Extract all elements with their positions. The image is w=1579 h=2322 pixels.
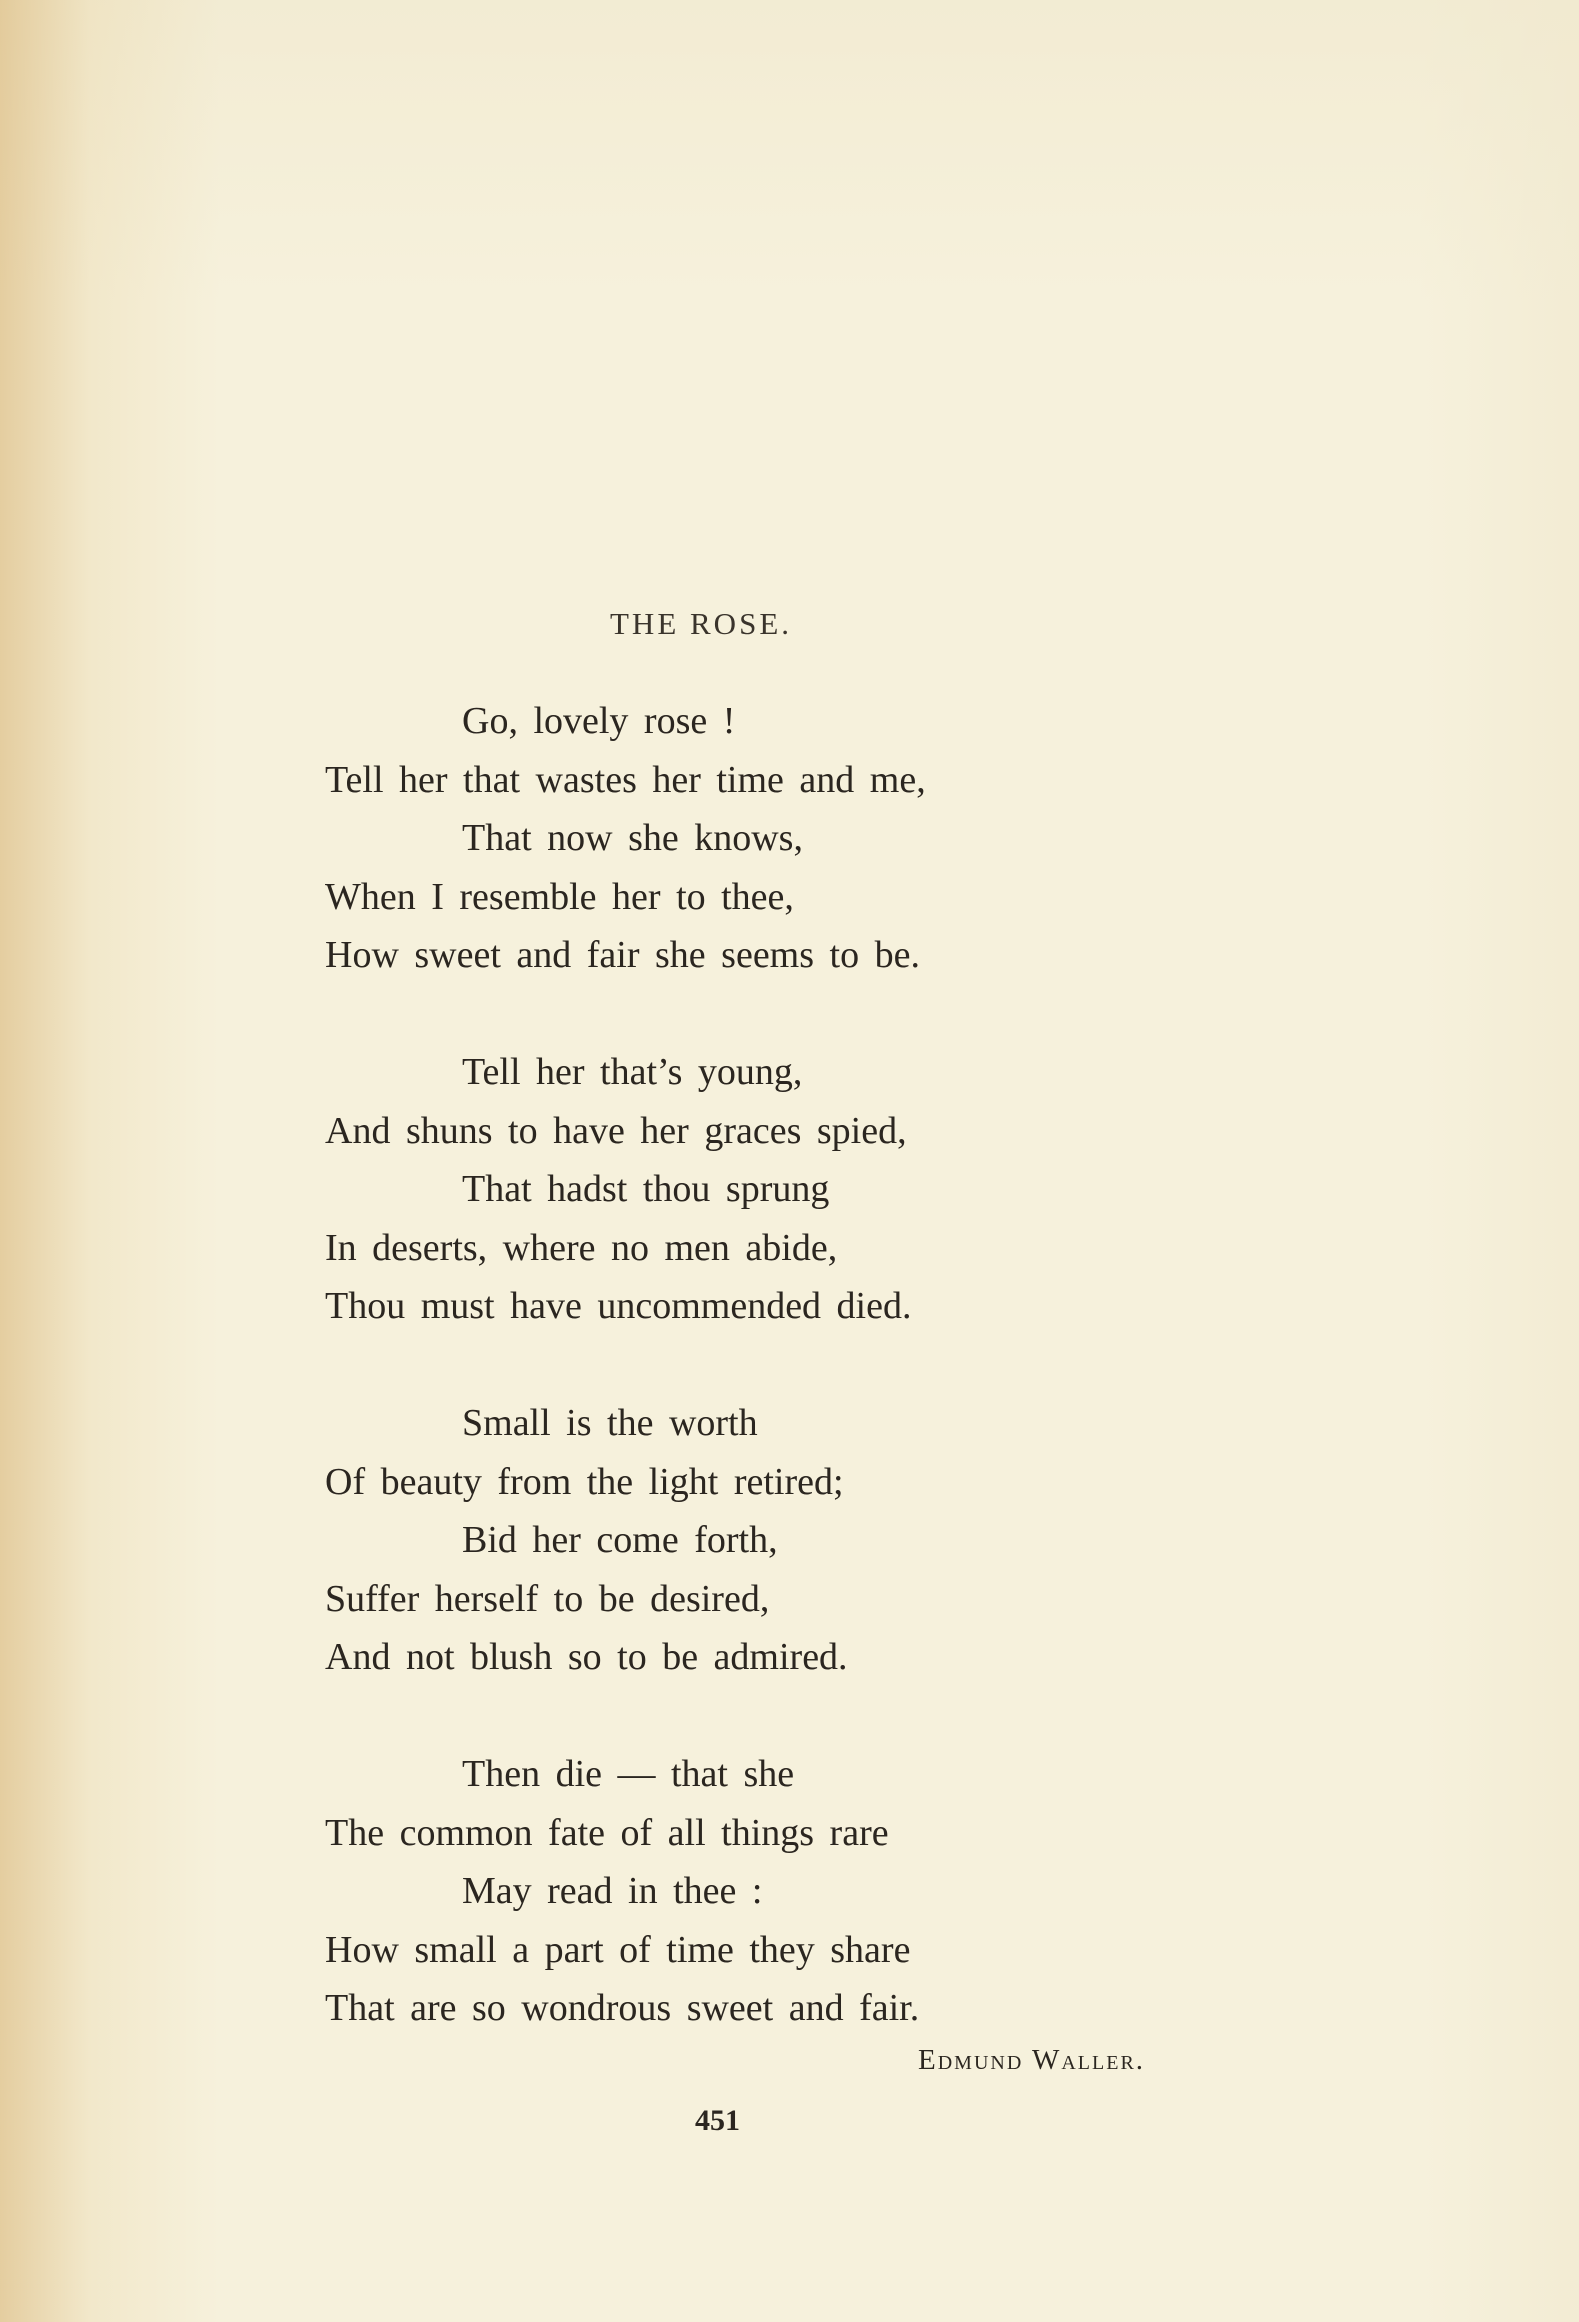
poem-title: THE ROSE. <box>610 606 792 641</box>
poem-line: In deserts, where no men abide, <box>325 1226 838 1269</box>
poem-line: Go, lovely rose ! <box>462 700 736 742</box>
poem-line: Bid her come forth, <box>462 1519 778 1562</box>
poem-line: Tell her that wastes her time and me, <box>325 758 926 801</box>
poem-line: When I resemble her to thee, <box>325 875 794 918</box>
poem-line: That now she knows, <box>462 817 803 860</box>
poem-line: Suffer herself to be desired, <box>325 1577 770 1620</box>
poem-line: Then die — that she <box>462 1752 795 1795</box>
poem-line: How small a part of time they share <box>325 1928 911 1971</box>
poem-line: Tell her that’s young, <box>462 1050 803 1093</box>
stanza-3 <box>325 1394 1225 1687</box>
poem-line: May read in thee : <box>462 1870 763 1913</box>
poem-line: Small is the worth <box>462 1401 758 1444</box>
stanza-4 <box>325 1745 1225 2038</box>
poem-line: Of beauty from the light retired; <box>325 1460 844 1503</box>
poem-line: That are so wondrous sweet and fair. <box>325 1987 920 2030</box>
page-number: 451 <box>695 2104 740 2137</box>
poem-body <box>325 692 1225 2096</box>
poem-line: That hadst thou sprung <box>462 1168 830 1211</box>
stanza-2 <box>325 1043 1225 1336</box>
poem-line: And not blush so to be admired. <box>325 1636 848 1679</box>
poem-line: Thou must have uncommended died. <box>325 1285 912 1328</box>
stanza-1 <box>325 692 1225 985</box>
poem-line: And shuns to have her graces spied, <box>325 1109 907 1152</box>
poem-line: How sweet and fair she seems to be. <box>325 934 920 977</box>
author-attribution: Edmund Waller. <box>918 2044 1146 2076</box>
poem-line: The common fate of all things rare <box>325 1811 889 1854</box>
